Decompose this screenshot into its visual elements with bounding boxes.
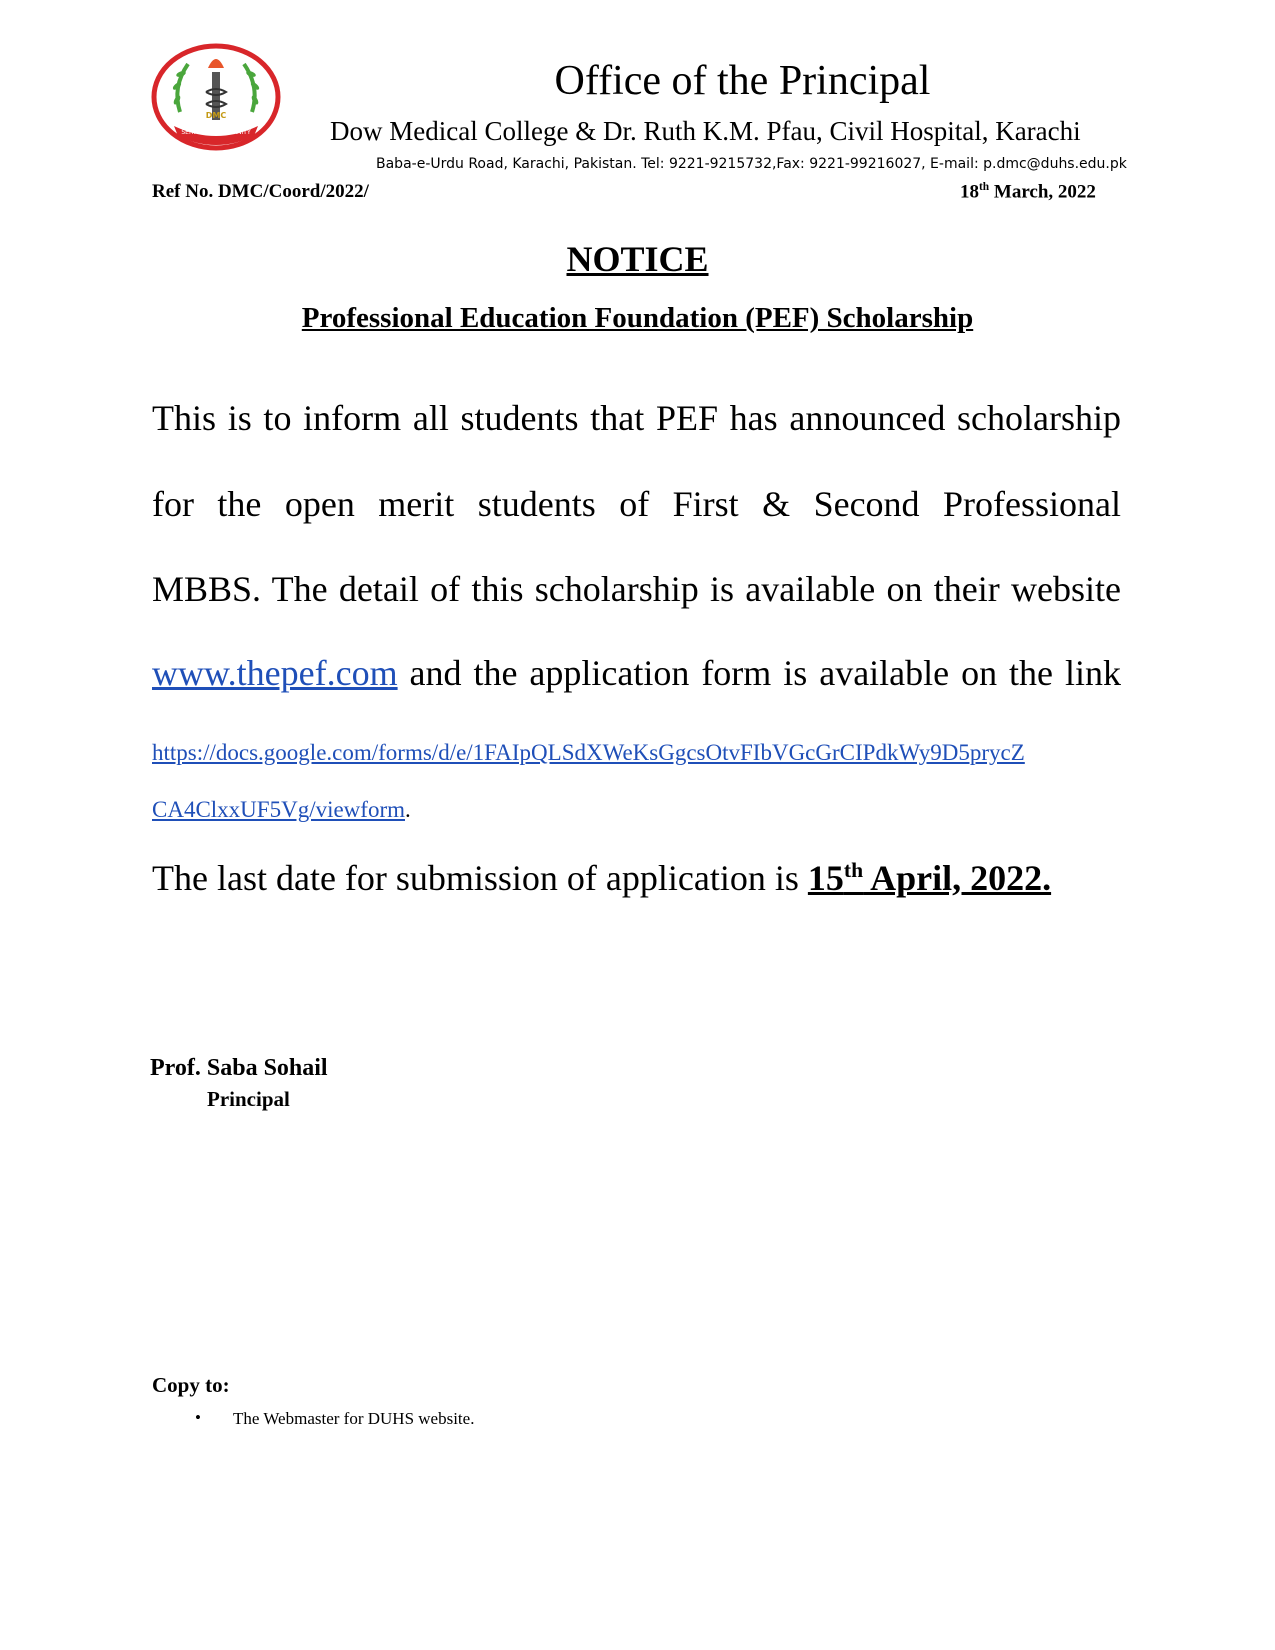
copy-to-label: Copy to:	[152, 1373, 230, 1397]
form-link-period: .	[405, 797, 411, 822]
deadline-prefix: The last date for submission of application is	[152, 858, 808, 898]
notice-heading: NOTICE	[566, 239, 709, 279]
logo-initials: DMC	[205, 111, 227, 120]
body-line-1: This is to inform all students that PEF has announced scholarship	[152, 398, 1121, 438]
body-line-4	[152, 652, 1121, 694]
office-title: Office of the Principal	[554, 58, 931, 104]
date-day: 18	[960, 181, 979, 203]
date-rest: March, 2022	[989, 181, 1096, 203]
body-line-2: for the open merit students of First & Second Professional	[152, 484, 1121, 524]
pef-website-link[interactable]: www.thepef.com	[152, 653, 398, 693]
address-line: Baba-e-Urdu Road, Karachi, Pakistan. Tel: 9221-9215732,Fax: 9221-99216027, E-mail: p.dmc@duhs.edu.pk	[376, 156, 1127, 172]
body-line-4-text: and the application form is available on the link	[397, 653, 1121, 693]
logo-motto: SERVICE TO HUMANITY	[181, 129, 251, 136]
application-form-link[interactable]: https://docs.google.com/forms/d/e/1FAIpQLSdXWeKsGgcsOtvFIbVGcGrCIPdkWy9D5prycZ	[152, 740, 1025, 765]
deadline-date: 15th April, 2022.	[807, 858, 1052, 898]
form-link-line-2	[152, 797, 411, 823]
reference-number: Ref No. DMC/Coord/2022/	[152, 181, 369, 202]
deadline-line	[152, 857, 1121, 899]
notice-subject: Professional Education Foundation (PEF) Scholarship	[301, 302, 974, 334]
form-link-line-1	[152, 740, 1025, 766]
signatory-title: Principal	[207, 1087, 290, 1111]
copy-to-item: • The Webmaster for DUHS website.	[195, 1409, 474, 1429]
application-form-link-continued[interactable]: CA4ClxxUF5Vg/viewform	[152, 797, 405, 822]
college-name: Dow Medical College & Dr. Ruth K.M. Pfau, Civil Hospital, Karachi	[330, 116, 1081, 146]
date-suffix: th	[979, 181, 990, 193]
issue-date	[960, 181, 1096, 203]
body-line-3: MBBS. The detail of this scholarship is available on their website	[152, 569, 1121, 609]
signatory-name: Prof. Saba Sohail	[150, 1055, 328, 1081]
copy-to-list	[195, 1409, 474, 1429]
